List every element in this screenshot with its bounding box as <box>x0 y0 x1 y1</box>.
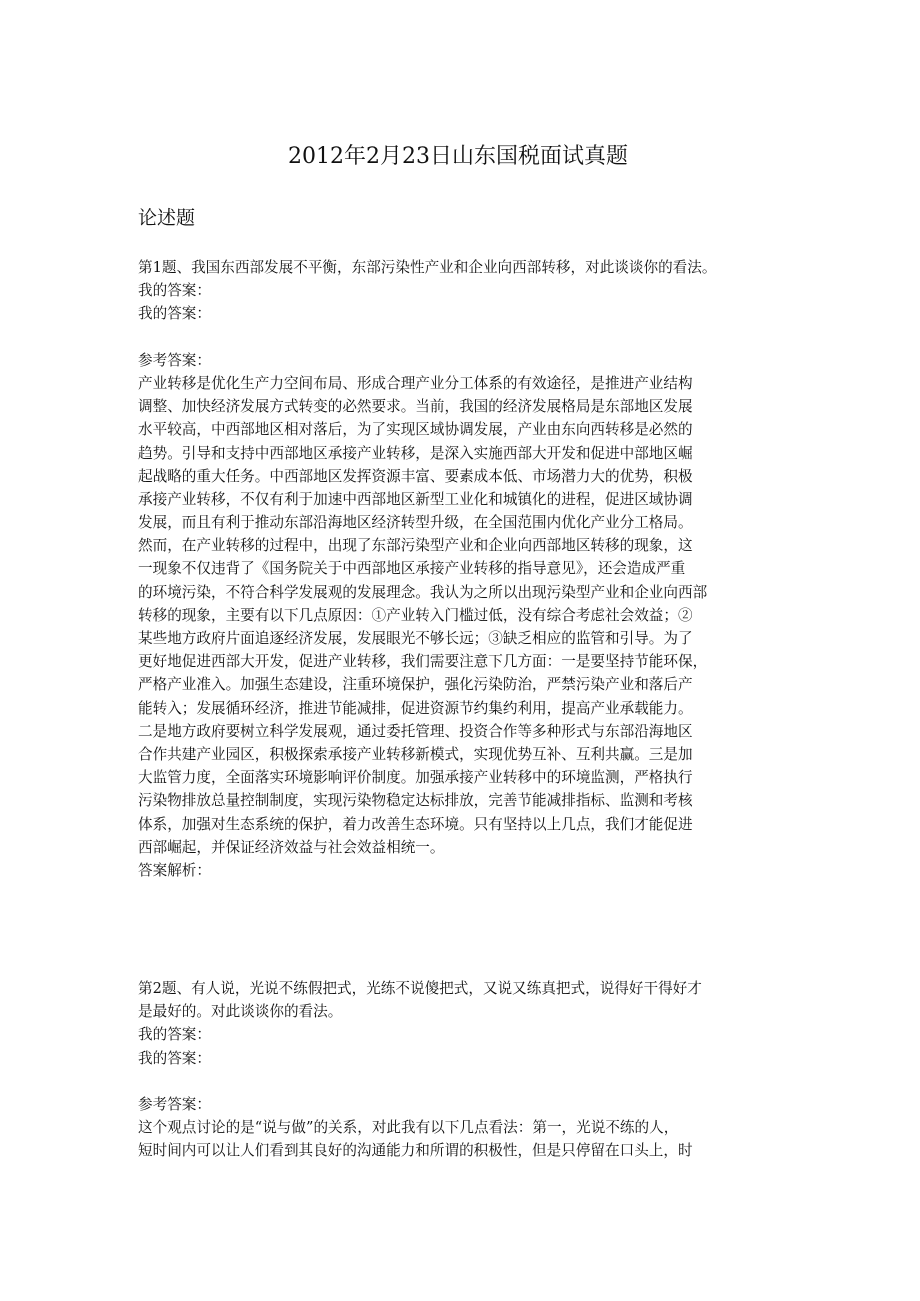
answer-line: 大监管力度，全面落实环境影响评价制度。加强承接产业转移中的环境监测，严格执行 <box>138 769 693 787</box>
page-title: 2012年2月23日山东国税面试真题 <box>288 144 628 169</box>
question-text: 第1题、我国东西部发展不平衡，东部污染性产业和企业向西部转移，对此谈谈你的看法。 <box>138 259 717 276</box>
answer-line: 发展，而且有利于推动东部沿海地区经济转型升级，在全国范围内优化产业分工格局。 <box>138 514 693 532</box>
answer-line: 严格产业准入。加强生态建设，注重环境保护，强化污染防治，严禁污染产业和落后产 <box>138 676 693 694</box>
answer-line: 西部崛起，并保证经济效益与社会效益相统一。 <box>138 838 445 856</box>
question-block-1 <box>138 256 793 882</box>
answer-line: 趋势。引导和支持中西部地区承接产业转移，是深入实施西部大开发和促进中部地区崛 <box>138 444 693 462</box>
answer-line: 调整、加快经济发展方式转变的必然要求。当前，我国的经济发展格局是东部地区发展 <box>138 398 693 416</box>
my-answer-label: 我的答案： <box>138 1049 211 1067</box>
question-text: 是最好的。对此谈谈你的看法。 <box>138 1003 343 1021</box>
answer-line: 承接产业转移，不仅有利于加速中西部地区新型工业化和城镇化的进程，促进区域协调 <box>138 490 693 508</box>
section-heading: 论述题 <box>138 207 196 229</box>
answer-line: 体系，加强对生态系统的保护，着力改善生态环境。只有坚持以上几点，我们才能促进 <box>138 815 693 833</box>
answer-line: 然而，在产业转移的过程中，出现了东部污染型产业和企业向西部地区转移的现象，这 <box>138 537 693 555</box>
question-text: 第2题、有人说，光说不练假把式，光练不说傻把式，又说又练真把式，说得好干得好才 <box>138 980 702 997</box>
answer-line: 起战略的重大任务。中西部地区发挥资源丰富、要素成本低、市场潜力大的优势，积极 <box>138 467 693 485</box>
answer-line: 短时间内可以让人们看到其良好的沟通能力和所谓的积极性，但是只停留在口头上，时 <box>138 1142 693 1160</box>
my-answer-label: 我的答案： <box>138 305 211 323</box>
answer-line: 更好地促进西部大开发，促进产业转移，我们需要注意下几方面：一是要坚持节能环保， <box>138 653 708 671</box>
answer-line: 合作共建产业园区，积极探索承接产业转移新模式，实现优势互补、互利共赢。三是加 <box>138 745 693 763</box>
answer-line: 这个观点讨论的是“说与做”的关系，对此我有以下几点看法：第一，光说不练的人， <box>138 1119 679 1137</box>
answer-line: 一现象不仅违背了《国务院关于中西部地区承接产业转移的指导意见》，还会造成严重 <box>138 560 686 578</box>
answer-line: 污染物排放总量控制制度，实现污染物稳定达标排放，完善节能减排指标、监测和考核 <box>138 792 693 810</box>
answer-line: 水平较高，中西部地区相对落后，为了实现区域协调发展，产业由东向西转移是必然的 <box>138 421 693 439</box>
my-answer-label: 我的答案： <box>138 282 211 300</box>
answer-line: 的环境污染，不符合科学发展观的发展理念。我认为之所以出现污染型产业和企业向西部 <box>138 583 708 601</box>
my-answer-label: 我的答案： <box>138 1026 211 1044</box>
answer-line: 产业转移是优化生产力空间布局、形成合理产业分工体系的有效途径，是推进产业结构 <box>138 374 693 392</box>
answer-line: 二是地方政府要树立科学发展观，通过委托管理、投资合作等多种形式与东部沿海地区 <box>138 722 693 740</box>
reference-answer-label: 参考答案： <box>138 1095 211 1113</box>
answer-line: 某些地方政府片面追逐经济发展，发展眼光不够长远；③缺乏相应的监管和引导。为了 <box>138 630 693 647</box>
reference-answer-label: 参考答案： <box>138 351 211 369</box>
answer-analysis-label: 答案解析： <box>138 861 211 879</box>
answer-line: 转移的现象，主要有以下几点原因：①产业转入门槛过低，没有综合考虑社会效益；② <box>138 606 693 624</box>
spacer <box>138 1070 793 1093</box>
spacer <box>138 326 793 349</box>
answer-line: 能转入；发展循环经济，推进节能减排，促进资源节约集约利用，提高产业承载能力。 <box>138 699 693 717</box>
question-block-2 <box>138 977 793 1163</box>
